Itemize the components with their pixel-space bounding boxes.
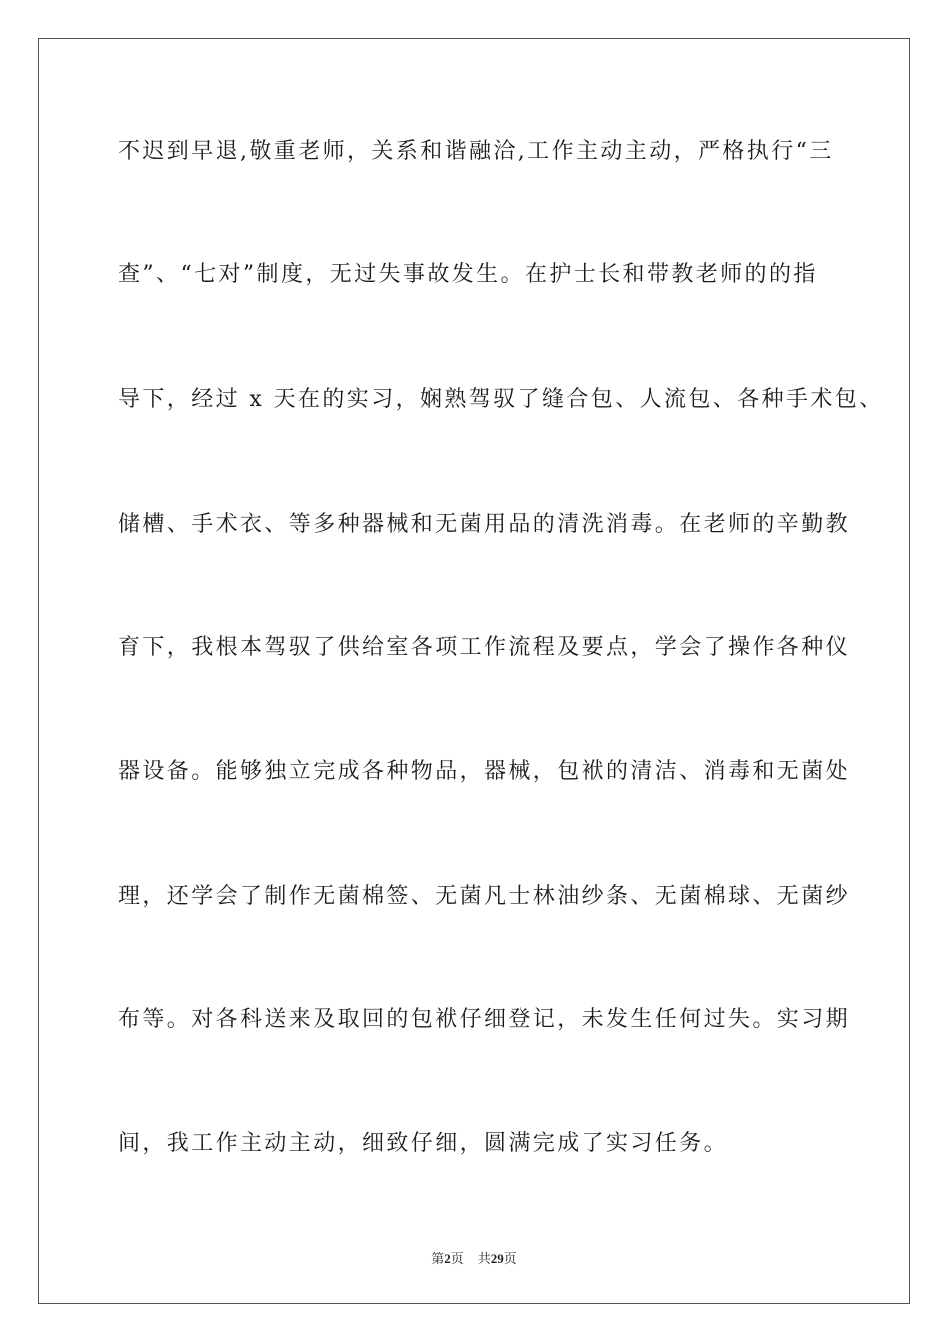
- page-footer: [39, 1248, 909, 1267]
- text-line-4: 储槽、手术衣、等多种器械和无菌用品的清洗消毒。在老师的辛勤教: [118, 512, 851, 537]
- text-line-2: 查”、“七对”制度，无过失事故发生。在护士长和带教老师的的指: [118, 262, 818, 287]
- page-number: 2: [444, 1251, 451, 1266]
- text-line-3: 导下，经过 x 天在的实习，娴熟驾驭了缝合包、人流包、各种手术包、: [118, 387, 884, 412]
- document-page: [38, 38, 910, 1304]
- total-prefix: 共: [477, 1251, 491, 1266]
- text-line-1: 不迟到早退,敬重老师，关系和谐融洽,工作主动主动，严格执行“三: [118, 139, 834, 164]
- page-prefix: 第: [431, 1251, 445, 1266]
- text-line-9: 间，我工作主动主动，细致仔细，圆满完成了实习任务。: [118, 1131, 729, 1156]
- total-suffix: 页: [503, 1251, 517, 1266]
- text-line-8: 布等。对各科送来及取回的包袱仔细登记，未发生任何过失。实习期: [118, 1007, 851, 1032]
- text-line-6: 器设备。能够独立完成各种物品，器械，包袱的清洁、消毒和无菌处: [118, 759, 851, 784]
- page-suffix: 页: [450, 1251, 464, 1266]
- text-line-7: 理，还学会了制作无菌棉签、无菌凡士林油纱条、无菌棉球、无菌纱: [118, 884, 851, 909]
- text-line-5: 育下，我根本驾驭了供给室各项工作流程及要点，学会了操作各种仪: [118, 635, 851, 660]
- total-pages: 29: [490, 1251, 504, 1266]
